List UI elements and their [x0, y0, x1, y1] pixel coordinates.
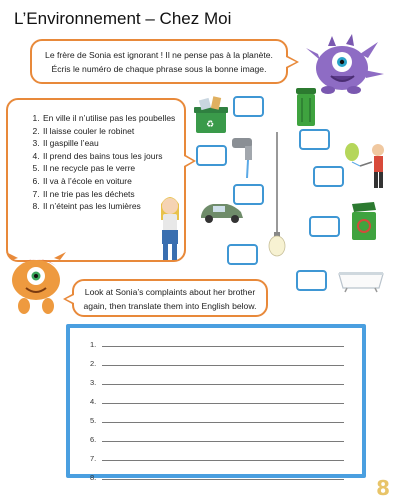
translation-answer-box: [66, 324, 366, 482]
instruction-bubble: [72, 279, 268, 317]
answer-box[interactable]: [196, 145, 227, 166]
tap-illustration: [228, 134, 258, 180]
answer-line-number: 8.: [90, 473, 97, 482]
answer-box[interactable]: [299, 129, 330, 150]
sentence-item: 2. Il laisse couler le robinet: [42, 125, 184, 138]
trash-can-illustration: [344, 200, 384, 244]
answer-line-number: 3.: [90, 378, 97, 387]
svg-text:♻: ♻: [206, 120, 215, 130]
light-bulb-illustration: [262, 132, 292, 258]
bathtub-illustration: [337, 266, 387, 294]
answer-line-number: 4.: [90, 397, 97, 406]
answer-line[interactable]: [90, 425, 344, 444]
sentence-item: 7. Il ne trie pas les déchets: [42, 188, 184, 201]
answer-line[interactable]: [90, 387, 344, 406]
answer-box[interactable]: [296, 270, 327, 291]
intro-line-1: Le frère de Sonia est ignorant ! Il ne pense pas à la planète.: [45, 50, 273, 60]
answer-line[interactable]: [90, 330, 344, 349]
instruction-line-2: again, then translate them into English below.: [83, 301, 257, 311]
answer-line-number: 7.: [90, 454, 97, 463]
intro-bubble: [30, 39, 288, 84]
sentence-item: 4. Il prend des bains tous les jours: [42, 150, 184, 163]
instruction-line-1: Look at Sonia’s complaints about her brother: [84, 287, 256, 297]
answer-line[interactable]: [90, 349, 344, 368]
answer-box[interactable]: [227, 244, 258, 265]
answer-box[interactable]: [233, 96, 264, 117]
intro-line-2: Écris le numéro de chaque phrase sous la bonne image.: [51, 64, 267, 74]
recycling-bin-illustration: [192, 95, 232, 137]
answer-line[interactable]: [90, 406, 344, 425]
answer-line-number: 5.: [90, 416, 97, 425]
answer-line[interactable]: [90, 444, 344, 463]
answer-line-number: 1.: [90, 340, 97, 349]
answer-line-number: 6.: [90, 435, 97, 444]
page-number: 8: [376, 476, 390, 500]
answer-line[interactable]: [90, 463, 344, 482]
sentence-item: 6. Il va à l’école en voiture: [42, 175, 184, 188]
sentence-item: 3. Il gaspille l’eau: [42, 137, 184, 150]
sentence-item: 5. Il ne recycle pas le verre: [42, 162, 184, 175]
sentence-item: 8. Il n’éteint pas les lumières: [42, 200, 184, 213]
green-bin-illustration: [292, 84, 320, 130]
car-illustration: [197, 198, 247, 226]
sentence-item: 1. En ville il n’utilise pas les poubelles: [42, 112, 184, 125]
orange-monster-illustration: [4, 250, 70, 320]
answer-line[interactable]: [90, 368, 344, 387]
boy-spraying-water-illustration: [338, 140, 398, 192]
answer-line-number: 2.: [90, 359, 97, 368]
answer-box[interactable]: [309, 216, 340, 237]
page-title: L’Environnement – Chez Moi: [14, 9, 232, 28]
sonia-girl-illustration: [153, 190, 187, 264]
answer-box[interactable]: [313, 166, 344, 187]
